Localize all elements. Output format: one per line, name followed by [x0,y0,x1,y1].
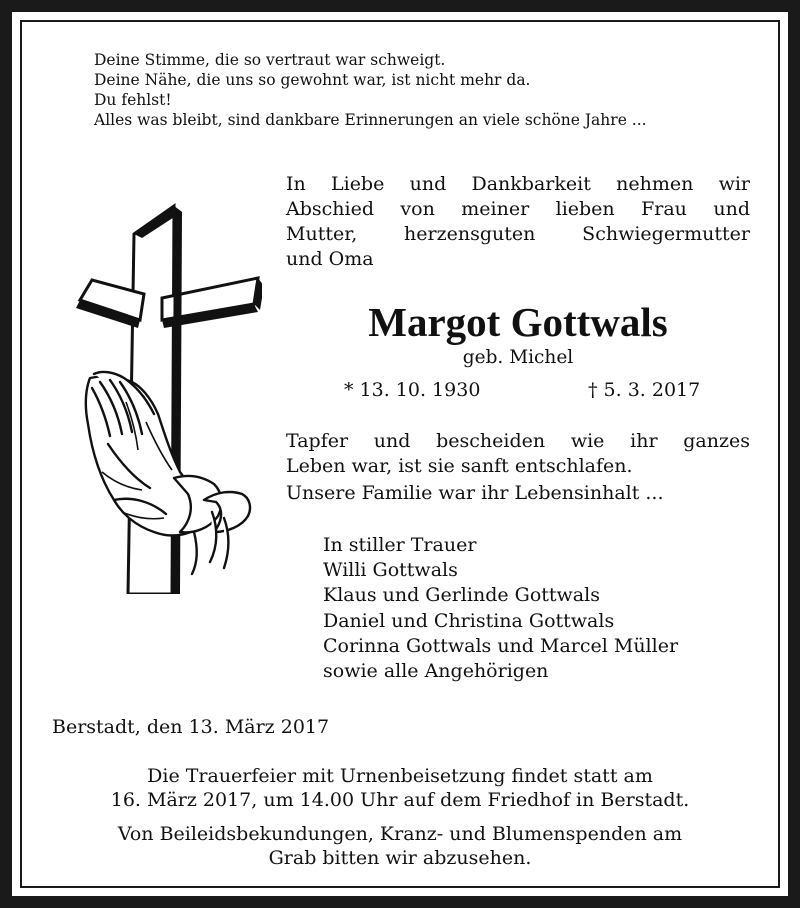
poem-line-1: Deine Stimme, die so vertraut war schweigt. [94,51,446,69]
tribute-line-2: Leben war, ist sie sanft entschlafen. [286,455,633,477]
intro-line-3: Mutter, herzensguten Schwiegermutter [286,223,750,245]
mourner-name: Corinna Gottwals und Marcel Müller [323,634,679,657]
tribute-text [286,429,750,506]
condolences-line-2: Grab bitten wir abzusehen. [268,847,532,869]
birth-date: * 13. 10. 1930 [344,379,481,401]
intro-text [286,172,750,272]
mourners-list [323,533,678,684]
mourner-name: Klaus und Gerlinde Gottwals [323,584,600,607]
intro-line-2: Abschied von meiner lieben Frau und [286,198,750,220]
cross-with-praying-hands-icon [62,182,262,594]
tribute-line-1: Tapfer und bescheiden wie ihr ganzes [286,430,750,452]
condolences-notice [22,822,778,870]
mourner-name: Willi Gottwals [323,559,458,582]
funeral-service-notice [22,764,778,812]
deceased-name: Margot Gottwals [368,299,668,345]
death-date: † 5. 3. 2017 [588,379,701,401]
poem [94,50,647,130]
poem-line-2: Deine Nähe, die uns so gewohnt war, ist nicht mehr da. [94,71,531,89]
poem-line-4: Alles was bleibt, sind dankbare Erinnerungen an viele schöne Jahre ... [94,111,647,129]
maiden-name: geb. Michel [462,347,574,368]
mourner-name: Daniel und Christina Gottwals [323,609,615,632]
mourner-name: sowie alle Angehörigen [323,659,549,682]
obituary-frame [20,20,780,888]
place-and-date: Berstadt, den 13. März 2017 [52,716,330,738]
tribute-line-3: Unsere Familie war ihr Lebensinhalt ... [286,482,664,504]
service-line-2: 16. März 2017, um 14.00 Uhr auf dem Friedhof in Berstadt. [110,789,690,811]
service-line-1: Die Trauerfeier mit Urnenbeisetzung findet statt am [147,765,653,787]
mourners-heading: In stiller Trauer [323,534,477,556]
intro-line-4: und Oma [286,248,374,270]
condolences-line-1: Von Beileidsbekundungen, Kranz- und Blumenspenden am [117,823,683,845]
poem-line-3: Du fehlst! [94,91,172,109]
intro-line-1: In Liebe und Dankbarkeit nehmen wir [286,173,750,195]
